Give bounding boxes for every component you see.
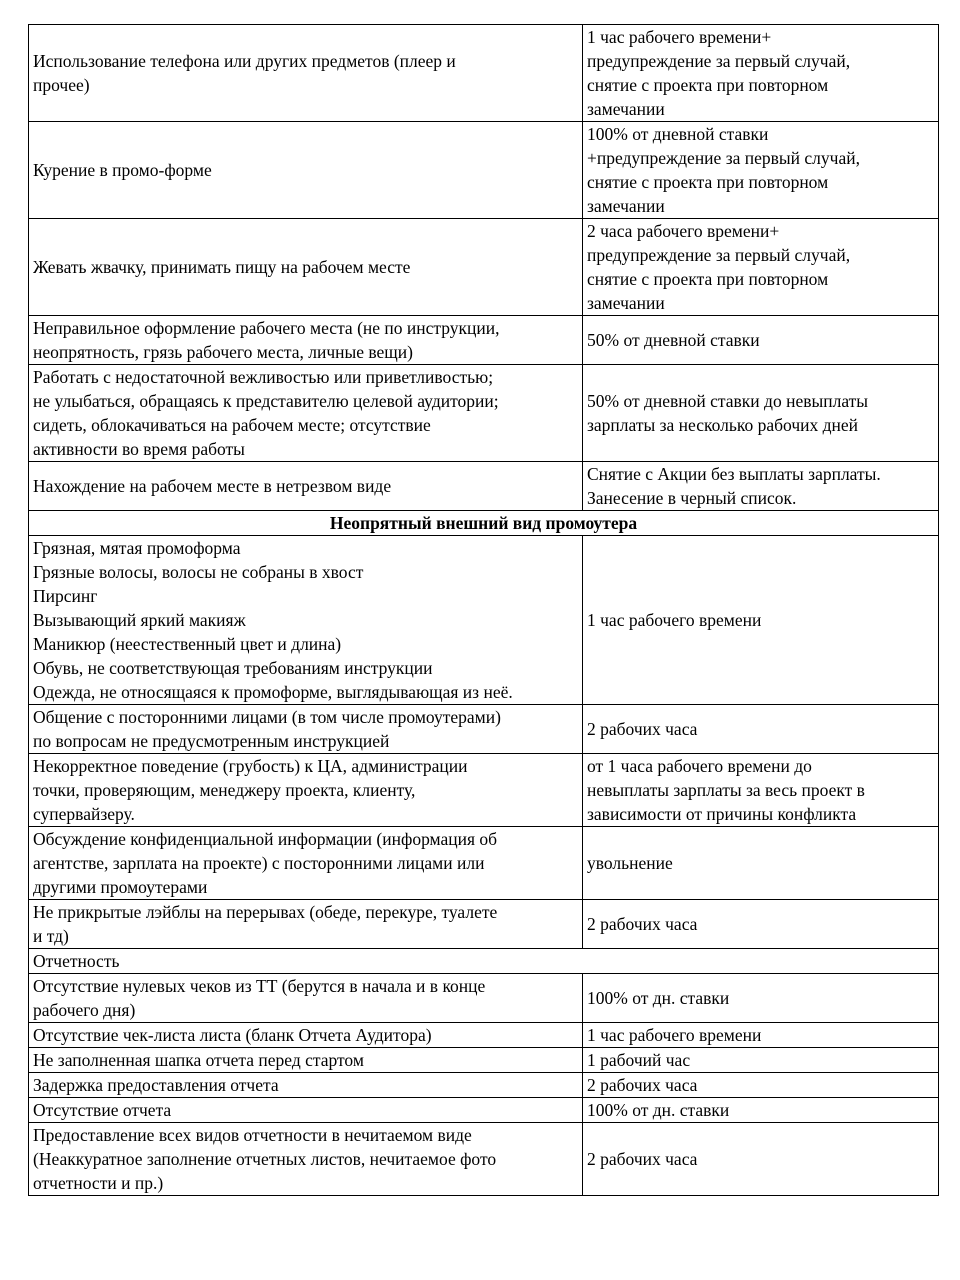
penalty-cell: 1 час рабочего времени+ предупреждение за первый случай, снятие с проекта при повторном замечании [583,25,939,122]
table-row [29,536,939,705]
table-row [29,122,939,219]
violation-cell: Обсуждение конфиденциальной информации (информация об агентстве, зарплата на проекте) с посторонними лицами или другими промоутерами [29,827,583,900]
violation-cell: Некорректное поведение (грубость) к ЦА, администрации точки, проверяющим, менеджеру проекта, клиенту, супервайзеру. [29,754,583,827]
violation-cell: Неправильное оформление рабочего места (не по инструкции, неопрятность, грязь рабочего места, личные вещи) [29,316,583,365]
violation-cell: Использование телефона или других предметов (плеер и прочее) [29,25,583,122]
violation-cell: Грязная, мятая промоформа Грязные волосы, волосы не собраны в хвост Пирсинг Вызывающий яркий макияж Маникюр (неестественный цвет и длина) Обувь, не соответствующая требованиям инструкции Одежда, не относящаяся к промоформе, выглядывающая из неё. [29,536,583,705]
violation-cell: Отсутствие нулевых чеков из ТТ (берутся в начала и в конце рабочего дня) [29,974,583,1023]
table-row [29,219,939,316]
penalty-cell: от 1 часа рабочего времени до невыплаты зарплаты за весь проект в зависимости от причины конфликта [583,754,939,827]
table-row [29,974,939,1023]
table-row [29,316,939,365]
table-row [29,1023,939,1048]
penalty-cell: 100% от дневной ставки +предупреждение за первый случай, снятие с проекта при повторном замечании [583,122,939,219]
penalty-cell: 2 рабочих часа [583,1073,939,1098]
penalty-cell: 2 рабочих часа [583,705,939,754]
table-row [29,1073,939,1098]
violation-cell: Жевать жвачку, принимать пищу на рабочем месте [29,219,583,316]
table-row [29,462,939,511]
violation-cell: Курение в промо-форме [29,122,583,219]
penalty-cell: 2 рабочих часа [583,1123,939,1196]
penalty-cell: 1 час рабочего времени [583,536,939,705]
penalty-cell: увольнение [583,827,939,900]
violation-cell: Задержка предоставления отчета [29,1073,583,1098]
penalty-cell: 1 рабочий час [583,1048,939,1073]
penalty-cell: Снятие с Акции без выплаты зарплаты. Занесение в черный список. [583,462,939,511]
violation-cell: Работать с недостаточной вежливостью или приветливостью; не улыбаться, обращаясь к представителю целевой аудитории; сидеть, облокачиваться на рабочем месте; отсутствие активности во время работы [29,365,583,462]
penalty-cell: 50% от дневной ставки [583,316,939,365]
table-row [29,900,939,949]
violation-cell: Не прикрытые лэйблы на перерывах (обеде, перекуре, туалете и тд) [29,900,583,949]
violation-cell: Отсутствие отчета [29,1098,583,1123]
table-row [29,827,939,900]
violation-cell: Общение с посторонними лицами (в том числе промоутерами) по вопросам не предусмотренным инструкцией [29,705,583,754]
section-heading: Отчетность [29,949,939,974]
penalty-cell: 100% от дн. ставки [583,974,939,1023]
penalty-cell: 1 час рабочего времени [583,1023,939,1048]
violation-cell: Не заполненная шапка отчета перед стартом [29,1048,583,1073]
violation-cell: Нахождение на рабочем месте в нетрезвом виде [29,462,583,511]
section-heading: Неопрятный внешний вид промоутера [29,511,939,536]
table-row [29,754,939,827]
penalty-cell: 50% от дневной ставки до невыплаты зарплаты за несколько рабочих дней [583,365,939,462]
table-row [29,1098,939,1123]
penalty-cell: 100% от дн. ставки [583,1098,939,1123]
section-row [29,511,939,536]
table-row [29,705,939,754]
violation-cell: Предоставление всех видов отчетности в нечитаемом виде (Неаккуратное заполнение отчетных листов, нечитаемое фото отчетности и пр.) [29,1123,583,1196]
penalty-cell: 2 рабочих часа [583,900,939,949]
penalty-cell: 2 часа рабочего времени+ предупреждение за первый случай, снятие с проекта при повторном замечании [583,219,939,316]
table-row [29,365,939,462]
section-row [29,949,939,974]
table-row [29,25,939,122]
table-row [29,1123,939,1196]
table-row [29,1048,939,1073]
violation-cell: Отсутствие чек-листа листа (бланк Отчета Аудитора) [29,1023,583,1048]
penalty-table [28,24,939,1196]
